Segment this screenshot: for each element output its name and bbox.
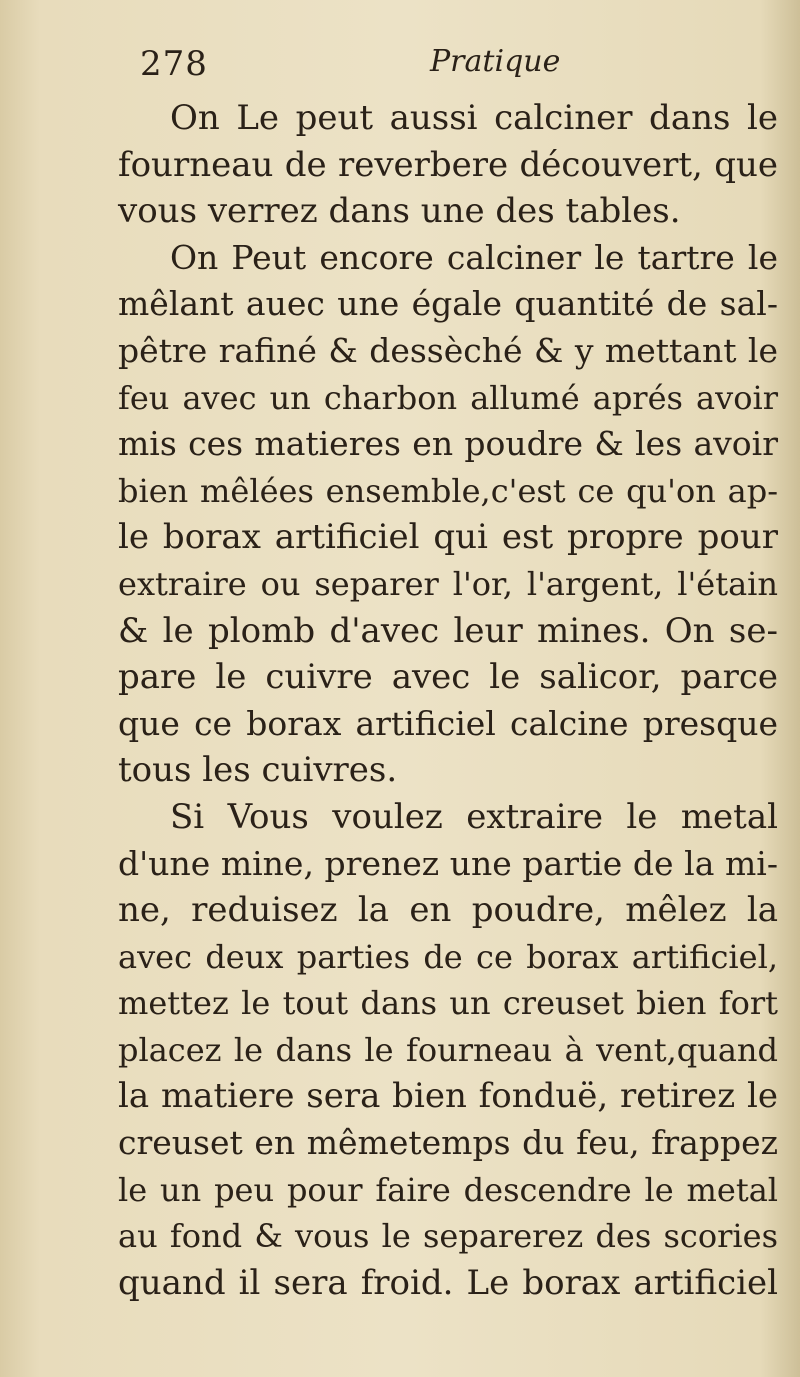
text-line: mêlant auec une égale quantité de sal- bbox=[118, 284, 778, 324]
page-number: 278 bbox=[140, 44, 208, 84]
text-line: la matiere sera bien fonduë, retirez le bbox=[118, 1076, 778, 1117]
text-line: quand il sera froid. Le borax artificiel bbox=[118, 1262, 778, 1303]
text-line: Si Vous voulez extraire le metal bbox=[170, 796, 778, 837]
text-line: On Peut encore calciner le tartre le bbox=[170, 237, 778, 277]
running-head bbox=[140, 40, 740, 90]
text-line: le borax artificiel qui est propre pour bbox=[118, 517, 778, 558]
text-line: tous les cuivres. bbox=[118, 750, 398, 791]
text-line: pare le cuivre avec le salicor, parce bbox=[118, 657, 778, 698]
text-line: pêtre rafiné & dessèché & y mettant le bbox=[118, 330, 778, 370]
running-title: Pratique bbox=[430, 44, 561, 79]
text-line: vous verrez dans une des tables. bbox=[118, 191, 681, 232]
text-line: au fond & vous le separerez des scories bbox=[118, 1217, 778, 1256]
text-line: mis ces matieres en poudre & les avoir bbox=[118, 424, 778, 464]
text-line: fourneau de reverbere découvert, que bbox=[118, 144, 778, 185]
text-line: feu avec un charbon allumé aprés avoir bbox=[118, 378, 778, 417]
text-line: d'une mine, prenez une partie de la mi- bbox=[118, 843, 778, 883]
text-line: On Le peut aussi calciner dans le bbox=[170, 98, 778, 138]
text-line: mettez le tout dans un creuset bien fort bbox=[118, 984, 778, 1023]
text-line: ne, reduisez la en poudre, mêlez la bbox=[118, 890, 778, 931]
body-text bbox=[118, 95, 778, 1306]
text-line: le un peu pour faire descendre le metal bbox=[118, 1170, 778, 1209]
text-line: & le plomb d'avec leur mines. On se- bbox=[118, 610, 778, 651]
text-line: avec deux parties de ce borax artificiel, bbox=[118, 937, 778, 976]
text-line: bien mêlées ensemble,c'est ce qu'on ap- bbox=[118, 471, 778, 510]
text-line: extraire ou separer l'or, l'argent, l'étain bbox=[118, 564, 778, 603]
text-line: creuset en mêmetemps du feu, frappez bbox=[118, 1123, 778, 1163]
text-line: placez le dans le fourneau à vent,quand bbox=[118, 1030, 778, 1069]
text-line: que ce borax artificiel calcine presque bbox=[118, 703, 778, 743]
